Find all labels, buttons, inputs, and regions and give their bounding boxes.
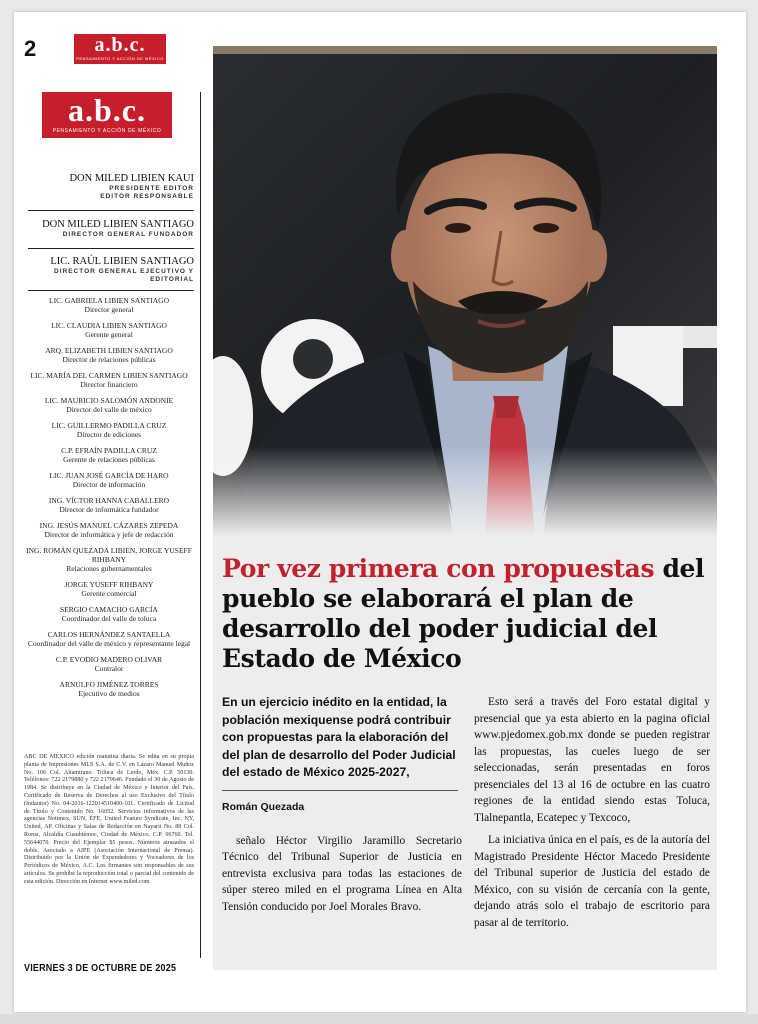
article-photo (213, 46, 717, 536)
legal-notice: ABC DE MÉXICO edición matutina diaria. Se edita en su propia planta de Impresiones MLS S.A. de C.V. en Lázaro Manuel Muñoz No. 106 Col. Altamirano. Toluca de Lerdo, Méx. C.P. 50130. Teléfonos: 722 2179880 y 722 2179646. Fundado el 30 de Agosto de 1984. Se distribuye en la Ciudad de México e Interior del País. Certificado de Reserva de Derechos al uso Exclusivo del Título (Indautor) No. 04-2016-122014510400-101. Certificado de Licitud de Título y Contenido No. 16052. Servicios informativos de las agencias Notimex, SUN, EFE, United Feature Syndicate, Inc. NY, United, AP. Oficinas y Salas de Redacción en Nayarit No. 88 Col. Roma, Alcaldía Cuauhtémoc, Ciudad de México. C.P. 06760. Tel. 55644070. Precio del Ejemplar $5 pesos. Números atrasados el doble. Asociado a AIPE (Asociación Internacional de Prensa). Distribuido por la Unión de Expendedores y Voceadores de los Periódicos de México, A.C. Los firmantes son responsables de sus artículos. Se prohíbe la reproducción total o parcial del contenido de esta edición. Dirección en Internet www.miled.com (24, 754, 194, 885)
staff-role: Gerente general (85, 330, 133, 339)
staff-entry (24, 630, 194, 648)
staff-role: Director de información (72, 480, 146, 489)
masthead-rule (28, 248, 194, 249)
edition-date: VIERNES 3 DE OCTUBRE DE 2025 (24, 962, 177, 974)
staff-entry (24, 680, 194, 698)
staff-list (24, 296, 194, 705)
executive-role: DIRECTOR GENERAL FUNDADOR (62, 231, 194, 238)
executive-entry (24, 219, 194, 239)
staff-role: Contralor (94, 664, 124, 673)
staff-entry (24, 521, 194, 539)
executive-name: DON MILED LIBIEN SANTIAGO (42, 219, 194, 230)
staff-entry (24, 605, 194, 623)
article-lead: En un ejercicio inédito en la entidad, la población mexiquense podrá contribuir con propuestas para la elaboración del del plan de desarrollo del Poder Judicial del estado de México 2025-2027, (222, 695, 456, 780)
masthead-logo-text: a.b.c. (68, 92, 146, 128)
staff-name: ARNULFO JIMÉNEZ TORRES (59, 680, 159, 689)
staff-role: Director del valle de méxico (66, 405, 152, 414)
staff-name: ING. ROMÁN QUEZADA LIBIEN, JORGE YUSEFF RIHBANY (26, 546, 192, 564)
article-column-1 (222, 694, 462, 915)
executive-role: DIRECTOR GENERAL EJECUTIVO Y (54, 268, 194, 275)
staff-entry (24, 296, 194, 314)
staff-role: Director de informática fundador (59, 505, 159, 514)
staff-name: LIC. JUAN JOSÉ GARCÍA DE HARO (49, 471, 169, 480)
masthead-rule (28, 290, 194, 291)
staff-role: Coordinador del valle de toluca (61, 614, 157, 623)
staff-entry (24, 346, 194, 364)
byline: Román Quezada (222, 800, 305, 813)
staff-name: LIC. MAURICIO SALOMÓN ANDONIE (44, 396, 174, 405)
executive-role: EDITOR RESPONSABLE (100, 193, 194, 200)
portrait-illustration (213, 46, 717, 536)
headline-black: del pueblo se elaborará el plan de desarrollo del poder judicial del Estado de México (222, 554, 705, 673)
staff-entry (24, 496, 194, 514)
article-body-text: señalo Héctor Virgilio Jaramillo Secretario Técnico del Tribunal Superior de Justicia en entrevista exclusiva para todas las estaciones de súper stereo miled en el programa Línea en Alta Tensión conducido por Joel Morales Bravo. (222, 834, 462, 913)
staff-role: Gerente comercial (81, 589, 137, 598)
staff-entry (24, 446, 194, 464)
staff-entry (24, 471, 194, 489)
article-column-2 (474, 694, 710, 931)
staff-name: CARLOS HERNÁNDEZ SANTAELLA (47, 630, 171, 639)
executive-role: PRESIDENTE EDITOR (109, 185, 194, 192)
staff-role: Director de ediciones (76, 430, 142, 439)
page-number: 2 (24, 36, 37, 61)
lead-divider (222, 790, 458, 791)
staff-role: Coordinador del valle de méxico y representante legal (27, 639, 191, 648)
executive-entry (24, 256, 194, 284)
staff-name: C.P. EFRAÍN PADILLA CRUZ (61, 446, 157, 455)
staff-entry (24, 371, 194, 389)
staff-role: Relaciones gubernamentales (66, 564, 152, 573)
staff-name: SERGIO CAMACHO GARCÍA (60, 605, 158, 614)
headline (222, 554, 712, 674)
article-body-text: Esto será a través del Foro estatal digital y presencial que ya esta abierto en la pagina oficial www.pjedomex.gob.mx donde se pueden registrar las propuestas, las cueles luego de ser seleccionadas, serán presentadas en foros presenciales del 13 al 16 de octubre en las cuatro regiones de la entidad siendo estas Toluca, Tlalnepantla, Ecatepec y Texcoco, (474, 696, 710, 824)
staff-name: C.P. EVODIO MADERO OLIVAR (55, 655, 163, 664)
headline-red: Por vez primera con propuestas (222, 554, 655, 583)
sidebar-divider (200, 92, 201, 958)
executive-name: DON MILED LIBIEN KAUI (69, 173, 194, 184)
staff-role: Ejecutivo de medios (78, 689, 140, 698)
header-logo-tagline: PENSAMIENTO Y ACCIÓN DE MÉXICO (76, 56, 164, 61)
staff-entry (24, 580, 194, 598)
executive-role: EDITORIAL (150, 276, 194, 283)
staff-role: Director de relaciones públicas (62, 355, 156, 364)
next-page-edge (0, 1014, 758, 1024)
staff-name: LIC. GABRIELA LIBIEN SANTIAGO (49, 296, 169, 305)
staff-role: Director financiero (80, 380, 138, 389)
staff-name: JORGE YUSEFF RIHBANY (64, 580, 154, 589)
staff-role: Director general (84, 305, 134, 314)
staff-name: LIC. CLAUDIA LIBIEN SANTIAGO (51, 321, 167, 330)
masthead-rule (28, 210, 194, 211)
staff-entry (24, 396, 194, 414)
header-logo-text: a.b.c. (94, 34, 146, 56)
executive-name: LIC. RAÚL LIBIEN SANTIAGO (50, 256, 194, 267)
article-body-text: La iniciativa única en el país, es de la autoría del Magistrado Presidente Héctor Macedo Presidente del Tribunal superior de Justicia del estado de México, con su visión de cercanía con la gente, dejando atrás solo el trabajo de escritorio para pasar al de territorio. (474, 834, 710, 929)
staff-role: Director de informática y jefe de redacción (44, 530, 174, 539)
masthead-logo-tagline: PENSAMIENTO Y ACCIÓN DE MÉXICO (52, 128, 162, 134)
staff-name: ARQ. ELIZABETH LIBIEN SANTIAGO (45, 346, 173, 355)
staff-name: ING. VÍCTOR HANNA CABALLERO (48, 496, 170, 505)
staff-entry (24, 546, 194, 573)
staff-entry (24, 655, 194, 673)
staff-name: ING. JESÚS MANUEL CÁZARES ZEPEDA (39, 521, 179, 530)
masthead-logo (42, 92, 172, 138)
staff-entry (24, 321, 194, 339)
staff-entry (24, 421, 194, 439)
staff-role: Gerente de relaciones públicas (63, 455, 155, 464)
header-logo (74, 34, 166, 64)
staff-name: LIC. MARÍA DEL CARMEN LIBIEN SANTIAGO (30, 371, 188, 380)
staff-name: LIC. GUILLERMO PADILLA CRUZ (51, 421, 167, 430)
executive-entry (24, 173, 194, 201)
